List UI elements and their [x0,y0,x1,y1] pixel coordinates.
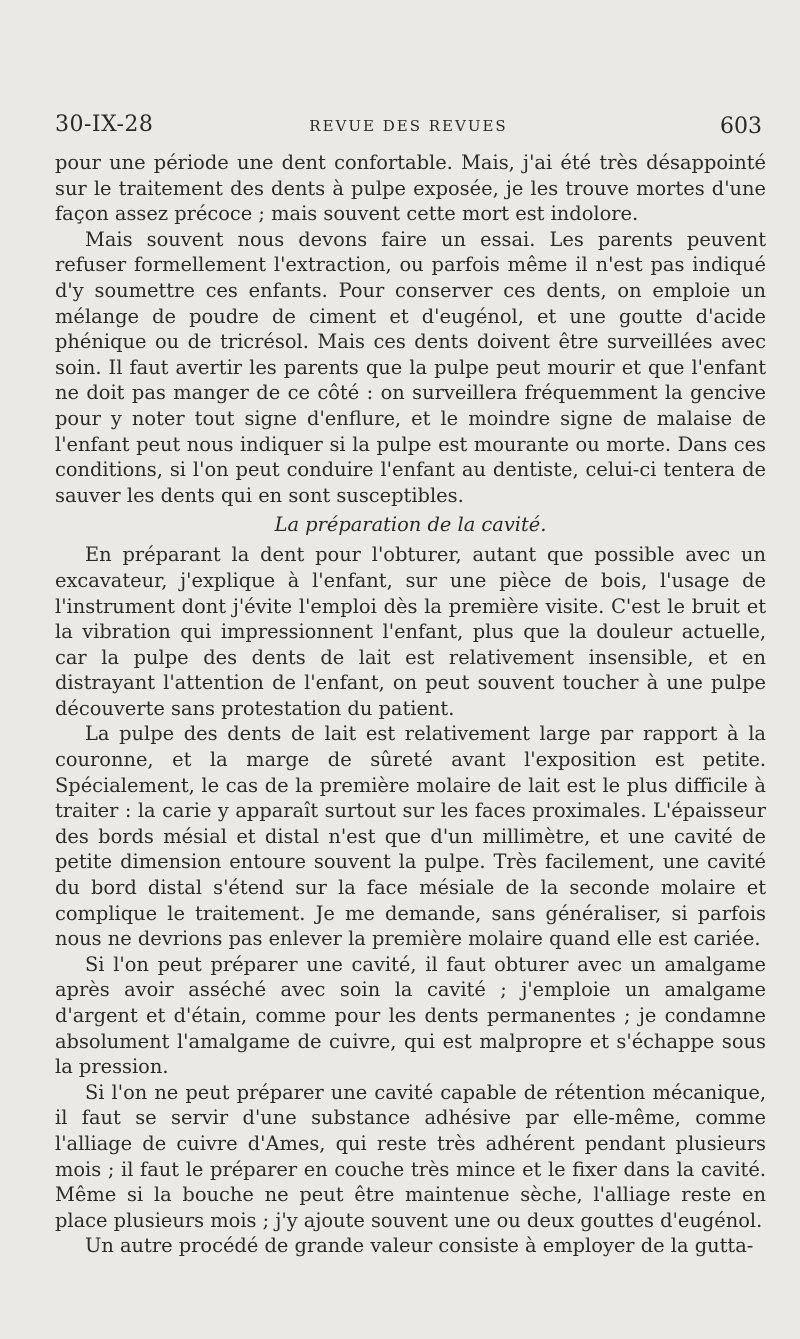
paragraph: La pulpe des dents de lait est relativement large par rapport à la couronne, et la marge de sûreté avant l'exposition est petite. Spécialement, le cas de la première molaire de lait est le plus difficile à traiter : la carie y apparaît surtout sur les faces proximales. L'épaisseur des bords mésial et distal n'est que d'un millimètre, et une cavité de petite dimension entoure souvent la pulpe. Très facilement, une cavité du bord distal s'étend sur la face mésiale de la seconde molaire et complique le traitement. Je me demande, sans généraliser, si parfois nous ne devrions pas enlever la première molaire quand elle est cariée. [55,722,766,951]
section-heading: La préparation de la cavité. [274,513,547,537]
paragraph: En préparant la dent pour l'obturer, autant que possible avec un excavateur, j'explique à l'enfant, sur une pièce de bois, l'usage de l'instrument dont j'évite l'emploi dès la première visite. C'est le bruit et la vibration qui impressionnent l'enfant, plus que la douleur actuelle, car la pulpe des dents de lait est relativement insensible, et en distrayant l'attention de l'enfant, on peut souvent toucher à une pulpe découverte sans protestation du patient. [55,543,766,720]
header-date: 30-IX-28 [55,112,154,137]
page-body [55,150,766,1259]
paragraph: Si l'on ne peut préparer une cavité capable de rétention mécanique, il faut se servir d'une substance adhésive par elle-même, comme l'alliage de cuivre d'Ames, qui reste très adhérent pendant plusieurs mois ; il faut le préparer en couche très mince et le fixer dans la cavité. Même si la bouche ne peut être maintenue sèche, l'alliage reste en place plusieurs mois ; j'y ajoute souvent une ou deux gouttes d'eugénol. [55,1080,766,1232]
paragraph: Mais souvent nous devons faire un essai. Les parents peuvent refuser formellement l'extraction, ou parfois même il n'est pas indiqué d'y soumettre ces enfants. Pour conserver ces dents, on emploie un mélange de poudre de ciment et d'eugénol, et une goutte d'acide phénique ou de tricrésol. Mais ces dents doivent être surveillées avec soin. Il faut avertir les parents que la pulpe peut mourir et que l'enfant ne doit pas manger de ce côté : on surveillera fréquemment la gencive pour y noter tout signe d'enflure, et le moindre signe de malaise de l'enfant peut nous indiquer si la pulpe est mourante ou morte. Dans ces conditions, si l'on peut conduire l'enfant au dentiste, celui-ci tentera de sauver les dents qui en sont susceptibles. [55,227,766,507]
paragraph-continuation: pour une période une dent confortable. Mais, j'ai été très désappointé sur le traitement des dents à pulpe exposée, je les trouve mortes d'une façon assez précoce ; mais souvent cette mort est indolore. [55,151,766,226]
running-title: REVUE DES REVUES [309,117,508,135]
page-header [55,112,762,142]
paragraph: Si l'on peut préparer une cavité, il faut obturer avec un amalgame après avoir asséché avec soin la cavité ; j'emploie un amalgame d'argent et d'étain, comme pour les dents permanentes ; je condamne absolument l'amalgame de cuivre, qui est malpropre et s'échappe sous la pression. [55,952,766,1079]
paragraph-last: Un autre procédé de grande valeur consiste à employer de la gutta- [85,1234,754,1258]
page-number: 603 [720,114,762,139]
